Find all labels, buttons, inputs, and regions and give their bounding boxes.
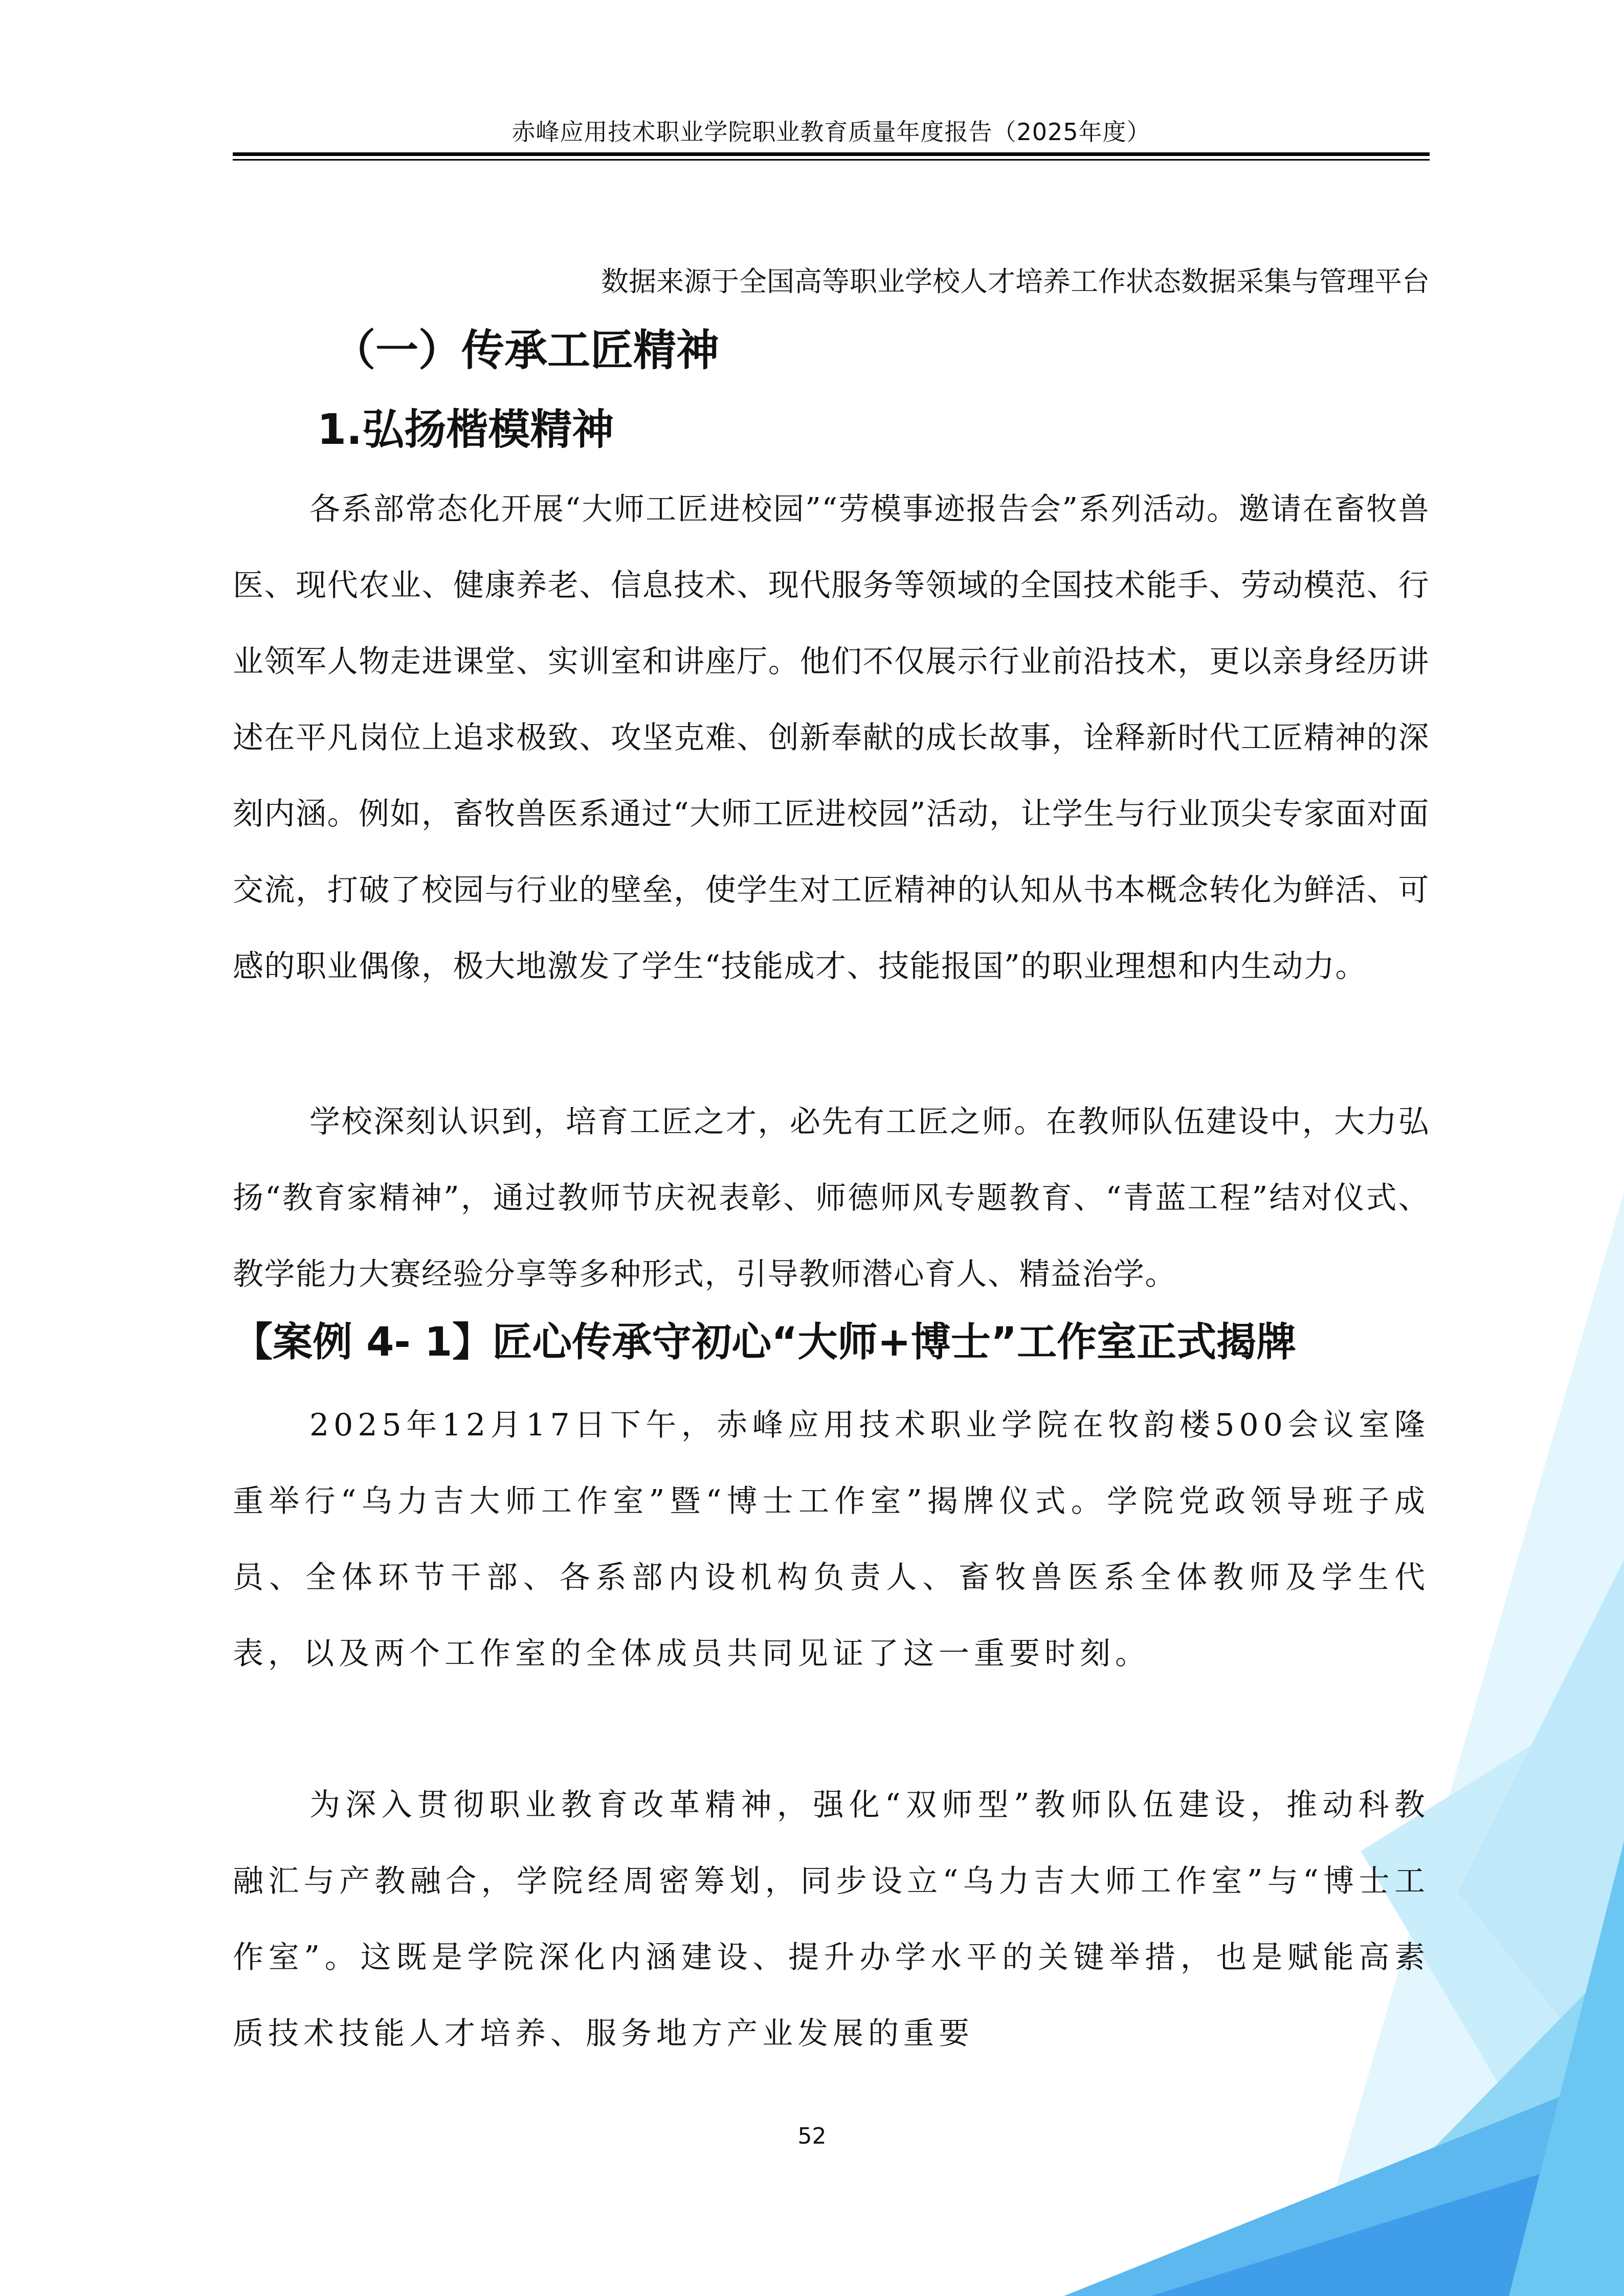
case-paragraph-1: 2025年12月17日下午，赤峰应用技术职业学院在牧韵楼500会议室隆重举行“乌力吉大师工作室”暨“博士工作室”揭牌仪式。学院党政领导班子成员、全体环节干部、各系部内设机构负责人、畜牧兽医系全体教师及学生代表，以及两个工作室的全体成员共同见证了这一重要时刻。	[233, 1407, 1430, 1672]
header-rule-thin	[233, 159, 1430, 161]
case-title: 【案例 4- 1】匠心传承守初心“大师+博士”工作室正式揭牌	[233, 1319, 1297, 1365]
data-source-note: 数据来源于全国高等职业学校人才培养工作状态数据采集与管理平台	[601, 265, 1430, 298]
body-paragraph-1: 各系部常态化开展“大师工匠进校园”“劳模事迹报告会”系列活动。邀请在畜牧兽医、现代农业、健康养老、信息技术、现代服务等领域的全国技术能手、劳动模范、行业领军人物走进课堂、实训室和讲座厅。他们不仅展示行业前沿技术，更以亲身经历讲述在平凡岗位上追求极致、攻坚克难、创新奉献的成长故事，诠释新时代工匠精神的深刻内涵。例如，畜牧兽医系通过“大师工匠进校园”活动，让学生与行业顶尖专家面对面交流，打破了校园与行业的壁垒，使学生对工匠精神的认知从书本概念转化为鲜活、可感的职业偶像，极大地激发了学生“技能成才、技能报国”的职业理想和内生动力。	[233, 491, 1430, 984]
section-heading: （一）传承工匠精神	[332, 325, 720, 375]
subsection-heading: 1.弘扬楷模精神	[317, 406, 614, 454]
case-paragraph-2: 为深入贯彻职业教育改革精神，强化“双师型”教师队伍建设，推动科教融汇与产教融合，学院经周密筹划，同步设立“乌力吉大师工作室”与“博士工作室”。这既是学院深化内涵建设、提升办学水平的关键举措，也是赋能高素质技术技能人才培养、服务地方产业发展的重要	[233, 1787, 1430, 2052]
page-number: 52	[797, 2123, 827, 2149]
header-rule-thick	[233, 152, 1430, 156]
body-paragraph-2: 学校深刻认识到，培育工匠之才，必先有工匠之师。在教师队伍建设中，大力弘扬“教育家精神”，通过教师节庆祝表彰、师德师风专题教育、“青蓝工程”结对仪式、教学能力大赛经验分享等多种形式，引导教师潜心育人、精益治学。	[233, 1104, 1430, 1292]
running-header-title: 赤峰应用技术职业学院职业教育质量年度报告（2025年度）	[511, 118, 1151, 146]
